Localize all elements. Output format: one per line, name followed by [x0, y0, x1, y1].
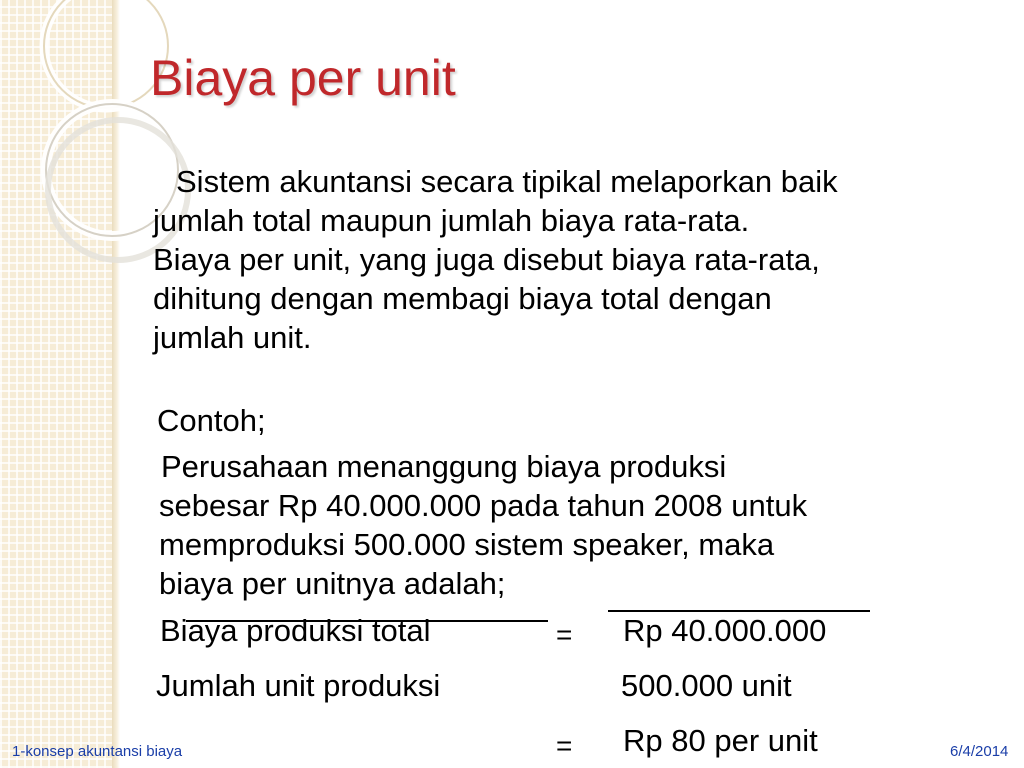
example-label: Contoh;	[157, 403, 266, 438]
numerator-value: Rp 40.000.000	[623, 613, 827, 648]
slide-title: Biaya per unit	[150, 50, 456, 106]
intro-line-5: jumlah unit.	[153, 320, 312, 355]
denominator-label: Jumlah unit produksi	[156, 668, 441, 703]
denominator-value: 500.000 unit	[621, 668, 792, 703]
example-paragraph	[159, 447, 979, 603]
numerator-label: Biaya produksi total	[160, 613, 431, 648]
result-value: Rp 80 per unit	[623, 723, 818, 758]
fraction-line-right	[608, 610, 870, 612]
equals-sign: =	[556, 619, 573, 650]
intro-paragraph	[153, 162, 1003, 357]
footer-title: 1-konsep akuntansi biaya	[12, 743, 183, 760]
example-line-2: sebesar Rp 40.000.000 pada tahun 2008 untuk	[159, 488, 808, 523]
example-line-3: memproduksi 500.000 sistem speaker, maka	[159, 527, 775, 562]
intro-line-4: dihitung dengan membagi biaya total dengan	[153, 281, 772, 316]
footer-date: 6/4/2014	[950, 743, 1009, 760]
result-equals-sign: =	[556, 730, 573, 761]
example-line-1: Perusahaan menanggung biaya produksi	[161, 449, 727, 484]
intro-line-2: jumlah total maupun jumlah biaya rata-rata.	[153, 203, 750, 238]
example-line-4: biaya per unitnya adalah;	[159, 566, 506, 601]
intro-line-3: Biaya per unit, yang juga disebut biaya rata-rata,	[153, 242, 820, 277]
intro-line-1: Sistem akuntansi secara tipikal melaporkan baik	[176, 164, 838, 199]
